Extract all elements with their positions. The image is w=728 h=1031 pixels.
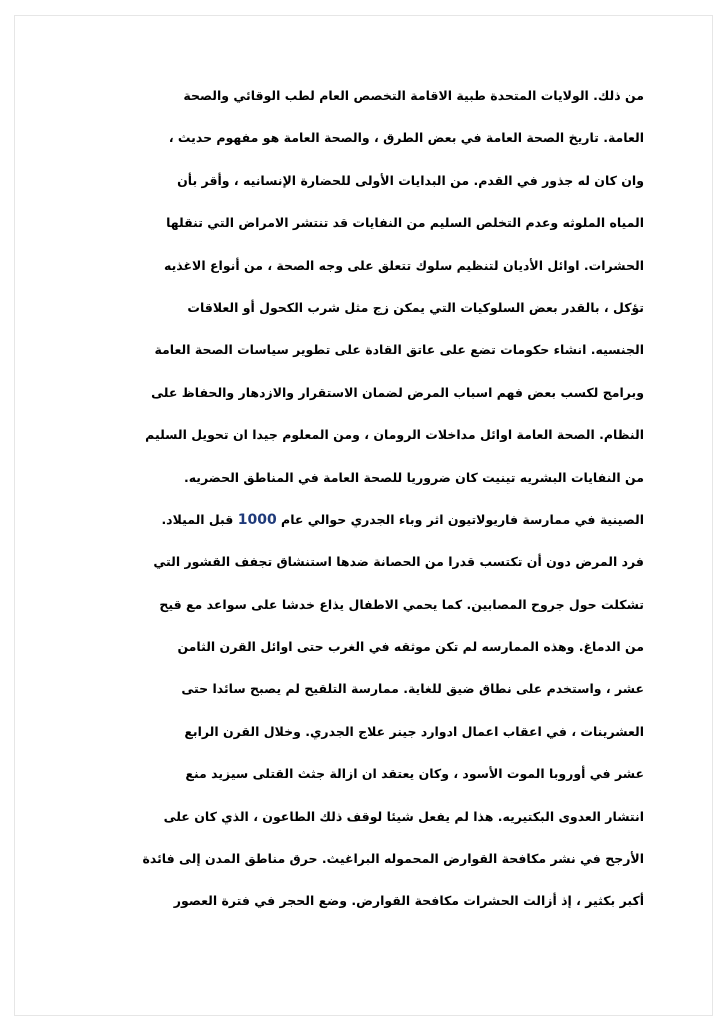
text-line-15: عشر ، واستخدم على نطاق ضيق للغاية. ممارسة التلقيح لم يصبح سائدا حتى (181, 681, 644, 697)
text-line-6: تؤكل ، بالقدر بعض السلوكيات التي يمكن زج مثل شرب الكحول أو العلاقات (187, 299, 644, 315)
text-line-8: وبرامج لكسب بعض فهم اسباب المرض لضمان الاستقرار والازدهار والحفاظ على (151, 384, 644, 400)
text-line-10: من النفايات البشريه تينيت كان ضروريا للصحة العامة في المناطق الحضريه. (183, 469, 644, 485)
text-line-11-part2: قبل الميلاد. (161, 511, 234, 527)
text-line-11 (111, 510, 644, 552)
text-line-3: وان كان له جذور في القدم. من البدايات الأولى للحضارة الإنسانيه ، وأقر بأن (177, 172, 644, 188)
text-line-19: الأرجح في نشر مكافحة القوارض المحموله البراغيث. حرق مناطق المدن إلى فائدة (142, 851, 644, 867)
text-line-5: الحشرات. اوائل الأديان لتنظيم سلوك تتعلق على وجه الصحة ، من أنواع الاغذيه (164, 257, 644, 273)
text-line-20: أكبر بكثير ، إذ أزالت الحشرات مكافحة القوارض. وضع الحجر في فترة العصور (173, 893, 644, 909)
year-number: 1000 (237, 511, 277, 528)
text-line-2: العامة. تاريخ الصحة العامة في بعض الطرق ، والصحة العامة هو مفهوم حديث ، (168, 130, 644, 146)
text-line-9: النظام. الصحة العامة اوائل مداخلات الرومان ، ومن المعلوم جيدا ان تحويل السليم (145, 427, 644, 443)
text-line-16: العشرينات ، في اعقاب اعمال ادوارد جينر علاج الجدري. وخلال القرن الرابع (184, 723, 644, 739)
text-line-13: تشكلت حول جروح المصابين. كما يحمي الاطفال يذاع خدشا على سواعد مع قيح (159, 596, 644, 612)
arabic-text-body (111, 86, 644, 934)
document-page (14, 15, 713, 1016)
text-line-18: انتشار العدوى البكتيريه. هذا لم يفعل شيئا لوقف ذلك الطاعون ، الذي كان على (163, 808, 644, 824)
text-line-12: فرد المرض دون أن تكتسب قدرا من الحصانة ضدها استنشاق تجفف القشور التي (153, 554, 644, 570)
text-line-17: عشر في أوروبا الموت الأسود ، وكان يعتقد ان ازالة جثث القتلى سيزيد منع (185, 766, 644, 782)
text-line-1: من ذلك. الولايات المتحدة طبية الاقامة التخصص العام لطب الوقائي والصحة (183, 88, 644, 103)
text-line-4: المياه الملوثه وعدم التخلص السليم من النفايات قد تنتشر الامراض التي تنقلها (166, 215, 644, 231)
text-line-7: الجنسيه. انشاء حكومات تضع على عاتق القادة على تطوير سياسات الصحة العامة (154, 342, 644, 358)
text-line-14: من الدماغ. وهذه الممارسه لم تكن موثقه في الغرب حتى اوائل القرن الثامن (177, 639, 644, 655)
text-line-11-part1: الصينية في ممارسة فاريولاتيون اثر وباء الجدري حوالي عام (281, 511, 644, 527)
